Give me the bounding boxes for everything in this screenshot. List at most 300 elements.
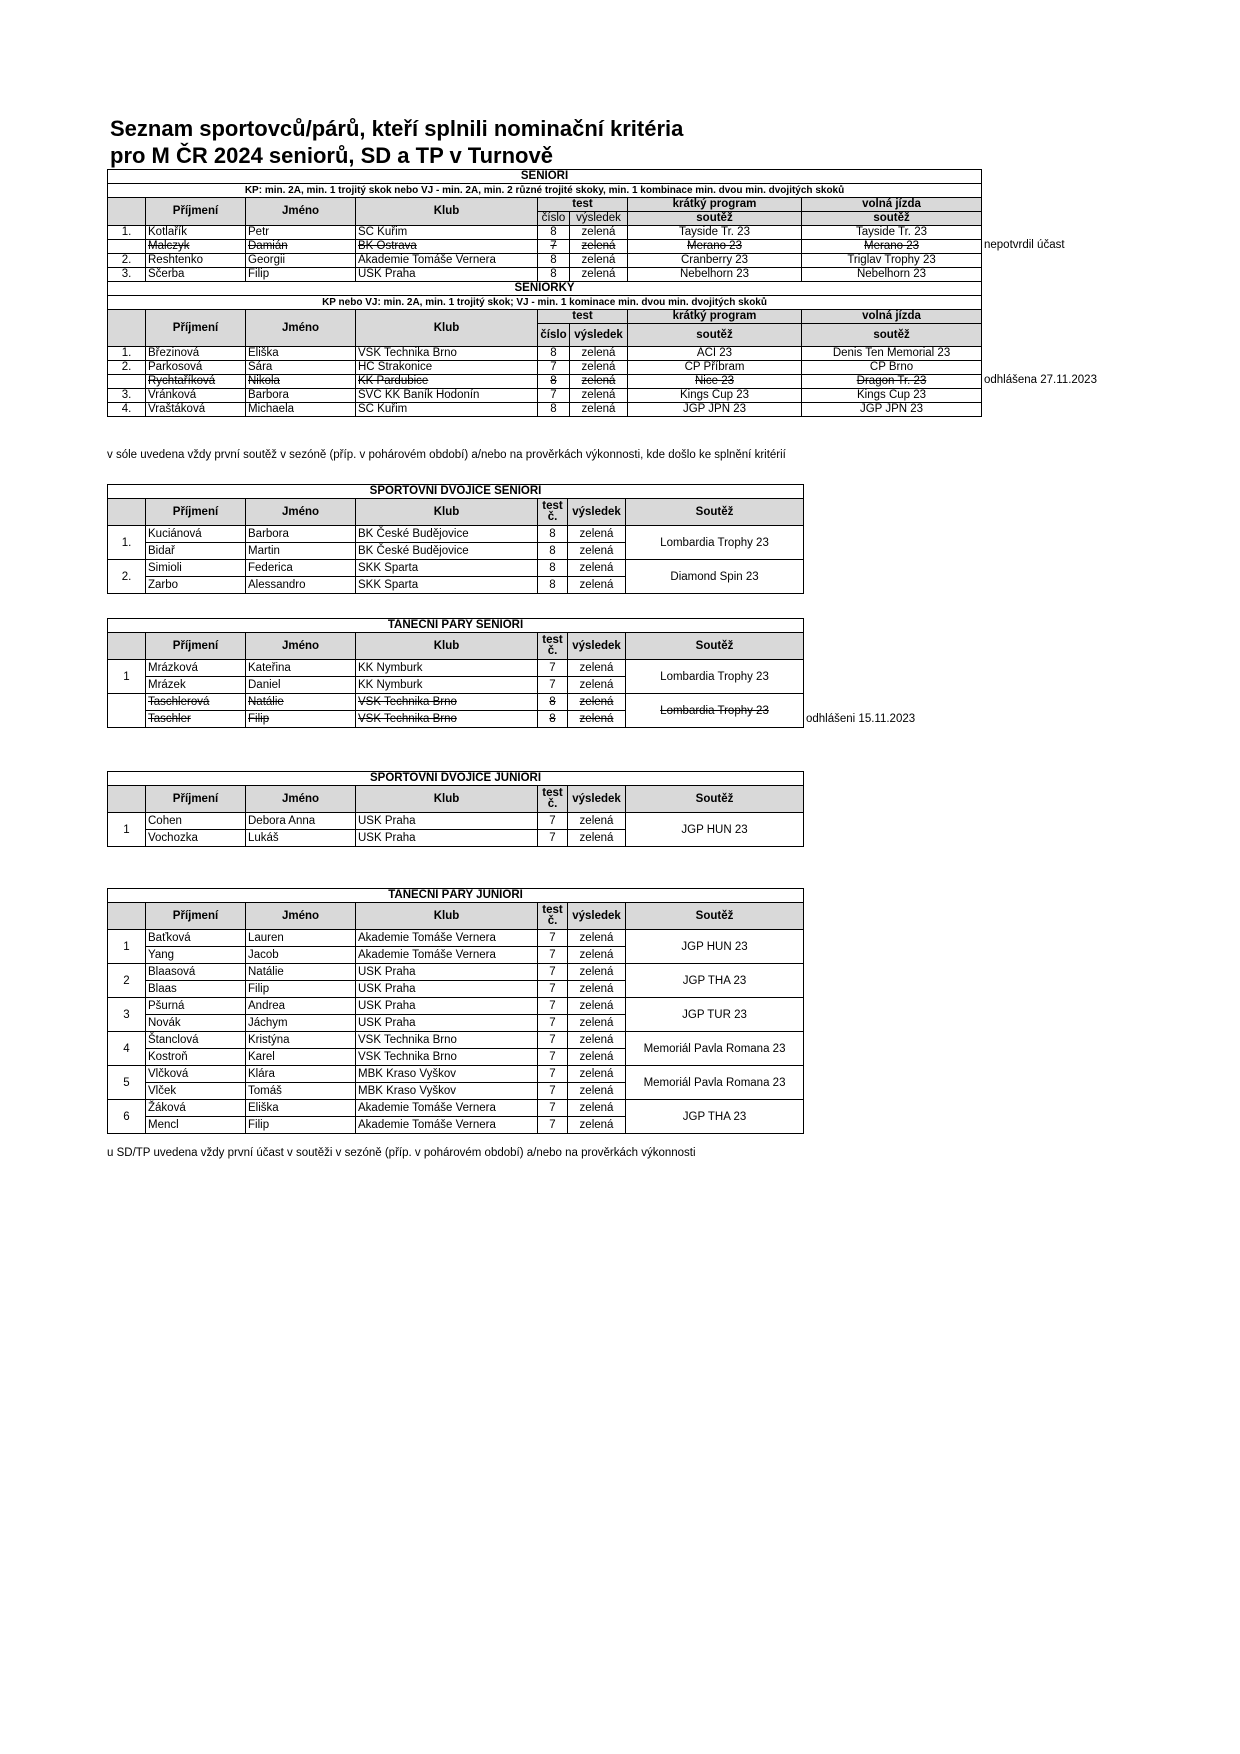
pair-member-row [108, 560, 804, 577]
header-kratky: krátký program [628, 310, 802, 324]
pair-rank: 4 [108, 1032, 146, 1066]
pair-rank: 1. [108, 526, 146, 560]
first-name: Alessandro [246, 577, 356, 594]
header-klub: Klub [356, 499, 538, 526]
header-jmeno: Jméno [246, 310, 356, 347]
club: USK Praha [356, 830, 538, 847]
singles-footnote: v sóle uvedena vždy první soutěž v sezóně (příp. v pohárovém období) a/nebo na prověrkách výkonnosti, kde došlo ke splnění kritérií [107, 449, 786, 461]
free-skate-competition: Tayside Tr. 23 [802, 226, 982, 240]
pair-member-row [108, 998, 804, 1015]
test-number: 8 [538, 694, 568, 711]
first-name: Natálie [246, 964, 356, 981]
first-name: Lukáš [246, 830, 356, 847]
test-result: zelená [568, 981, 626, 998]
surname: Baťková [146, 930, 246, 947]
first-name: Federica [246, 560, 356, 577]
test-number: 7 [538, 389, 570, 403]
test-number: 7 [538, 1066, 568, 1083]
surname: Vochozka [146, 830, 246, 847]
pair-member-row [108, 1100, 804, 1117]
club: SKK Sparta [356, 577, 538, 594]
club: Akademie Tomáše Vernera [356, 930, 538, 947]
singles-row [108, 268, 982, 282]
seniori-criteria-row [108, 184, 982, 198]
pair-rank: 2. [108, 560, 146, 594]
row-side-note: odhlášena 27.11.2023 [984, 374, 1097, 386]
test-number: 7 [538, 813, 568, 830]
rank: 2. [108, 361, 146, 375]
club: Akademie Tomáše Vernera [356, 1117, 538, 1134]
pair-competition: Lombardia Trophy 23 [626, 660, 804, 694]
first-name: Kristýna [246, 1032, 356, 1049]
header-soutez-2: soutěž [628, 212, 802, 226]
dance-seniors-table [107, 618, 804, 728]
dance_jun-title-row [108, 889, 804, 903]
test-number: 8 [538, 711, 568, 728]
header-empty [108, 198, 146, 226]
rank: 1. [108, 347, 146, 361]
free-skate-competition: Denis Ten Memorial 23 [802, 347, 982, 361]
surname: Kotlařík [146, 226, 246, 240]
first-name: Sára [246, 361, 356, 375]
test-result: zelená [570, 240, 628, 254]
short-program-competition: ACI 23 [628, 347, 802, 361]
header-cislo-0: číslo [538, 212, 570, 226]
test-result: zelená [570, 403, 628, 417]
test-result: zelená [570, 375, 628, 389]
header-soutez: Soutěž [626, 499, 804, 526]
test-result: zelená [570, 254, 628, 268]
surname: Mrázková [146, 660, 246, 677]
pairs_jun-header-row [108, 786, 804, 813]
seniorky-title: SENIORKY [108, 282, 982, 296]
surname: Taschler [146, 711, 246, 728]
test-result: zelená [568, 1015, 626, 1032]
header-test: test [542, 500, 563, 512]
test-result: zelená [570, 226, 628, 240]
test-number: 8 [538, 268, 570, 282]
pair-rank: 3 [108, 998, 146, 1032]
first-name: Jacob [246, 947, 356, 964]
pair-member-row [108, 1066, 804, 1083]
club: VSK Technika Brno [356, 1049, 538, 1066]
test-number: 7 [538, 1117, 568, 1134]
club: BK Ostrava [356, 240, 538, 254]
pair-rank: 6 [108, 1100, 146, 1134]
club: SC Kuřim [356, 403, 538, 417]
header-klub: Klub [356, 903, 538, 930]
surname: Novák [146, 1015, 246, 1032]
header-klub: Klub [356, 633, 538, 660]
free-skate-competition: Kings Cup 23 [802, 389, 982, 403]
test-result: zelená [568, 1117, 626, 1134]
dance_jun-header-row [108, 903, 804, 930]
header-test-c [538, 633, 568, 660]
first-name: Filip [246, 711, 356, 728]
header-jmeno: Jméno [246, 786, 356, 813]
first-name: Filip [246, 1117, 356, 1134]
short-program-competition: Cranberry 23 [628, 254, 802, 268]
header-jmeno: Jméno [246, 903, 356, 930]
test-result: zelená [568, 947, 626, 964]
test-number: 8 [538, 543, 568, 560]
short-program-competition: JGP JPN 23 [628, 403, 802, 417]
seniorky-header-row-1 [108, 310, 982, 324]
free-skate-competition: ČP Brno [802, 361, 982, 375]
surname: Mrázek [146, 677, 246, 694]
test-number: 8 [538, 526, 568, 543]
header-vysledek-1: výsledek [570, 324, 628, 347]
test-number: 7 [538, 361, 570, 375]
pairs_sen-title-row [108, 485, 804, 499]
club: SVČ KK Baník Hodonín [356, 389, 538, 403]
test-number: 7 [538, 947, 568, 964]
singles-row [108, 254, 982, 268]
surname: Ščerba [146, 268, 246, 282]
header-test-c-label: č. [547, 915, 558, 927]
test-number: 7 [538, 1049, 568, 1066]
surname: Taschlerová [146, 694, 246, 711]
pair-competition: JGP HUN 23 [626, 813, 804, 847]
first-name: Eliška [246, 347, 356, 361]
test-number: 7 [538, 1083, 568, 1100]
singles-table [107, 169, 982, 417]
header-test-c-label: č. [547, 798, 558, 810]
header-volna: volná jízda [802, 310, 982, 324]
singles-row [108, 361, 982, 375]
seniorky-title-row [108, 282, 982, 296]
first-name: Nikola [246, 375, 356, 389]
singles-row [108, 403, 982, 417]
club: KK Pardubice [356, 375, 538, 389]
pair-member-row [108, 1032, 804, 1049]
header-vysledek: výsledek [568, 633, 626, 660]
test-result: zelená [568, 711, 626, 728]
test-number: 8 [538, 375, 570, 389]
first-name: Andrea [246, 998, 356, 1015]
header-test-c-label: č. [547, 645, 558, 657]
test-result: zelená [570, 268, 628, 282]
first-name: Georgii [246, 254, 356, 268]
test-number: 8 [538, 577, 568, 594]
pair-member-row [108, 694, 804, 711]
test-number: 7 [538, 964, 568, 981]
pair-rank: 1 [108, 813, 146, 847]
first-name: Filip [246, 268, 356, 282]
first-name: Karel [246, 1049, 356, 1066]
singles-row [108, 240, 982, 254]
test-result: zelená [568, 677, 626, 694]
first-name: Lauren [246, 930, 356, 947]
header-test-c [538, 499, 568, 526]
short-program-competition: Merano 23 [628, 240, 802, 254]
first-name: Damián [246, 240, 356, 254]
singles-row [108, 226, 982, 240]
first-name: Debora Anna [246, 813, 356, 830]
club: MBK Kraso Vyškov [356, 1066, 538, 1083]
surname: Štanclová [146, 1032, 246, 1049]
header-empty [108, 633, 146, 660]
test-result: zelená [570, 347, 628, 361]
header-empty [108, 786, 146, 813]
pairs-footnote: u SD/TP uvedena vždy první účast v soutěži v sezóně (příp. v pohárovém období) a/nebo na prověrkách výkonnosti [107, 1147, 696, 1159]
dance_sen-title-row [108, 619, 804, 633]
surname: Reshtenko [146, 254, 246, 268]
header-jmeno: Jméno [246, 499, 356, 526]
club: VSK Technika Brno [356, 711, 538, 728]
header-soutez: Soutěž [626, 786, 804, 813]
club: USK Praha [356, 813, 538, 830]
test-result: zelená [568, 813, 626, 830]
header-soutez-3: soutěž [802, 324, 982, 347]
rank: 3. [108, 389, 146, 403]
surname: Kuciánová [146, 526, 246, 543]
header-test: test [538, 310, 628, 324]
first-name: Natálie [246, 694, 356, 711]
surname: Vlček [146, 1083, 246, 1100]
header-test: test [538, 198, 628, 212]
pairs_sen-title: SPORTOVNÍ DVOJICE SENIOŘI [108, 485, 804, 499]
seniori-header-row-1 [108, 198, 982, 212]
club: USK Praha [356, 998, 538, 1015]
pairs_jun-title-row [108, 772, 804, 786]
test-result: zelená [568, 1066, 626, 1083]
header-klub: Klub [356, 198, 538, 226]
page-title [110, 115, 683, 169]
pair-competition: Diamond Spin 23 [626, 560, 804, 594]
pair-member-row [108, 526, 804, 543]
header-prijmeni: Příjmení [146, 786, 246, 813]
free-skate-competition: Nebelhorn 23 [802, 268, 982, 282]
pair-member-row [108, 660, 804, 677]
club: VSK Technika Brno [356, 347, 538, 361]
surname: Blaasová [146, 964, 246, 981]
rank: 1. [108, 226, 146, 240]
first-name: Martin [246, 543, 356, 560]
test-result: zelená [568, 694, 626, 711]
header-test-c [538, 786, 568, 813]
test-number: 8 [538, 254, 570, 268]
club: VSK Technika Brno [356, 1032, 538, 1049]
club: KK Nymburk [356, 660, 538, 677]
first-name: Daniel [246, 677, 356, 694]
first-name: Petr [246, 226, 356, 240]
header-test: test [542, 904, 563, 916]
header-vysledek-1: výsledek [570, 212, 628, 226]
first-name: Klára [246, 1066, 356, 1083]
short-program-competition: ČP Příbram [628, 361, 802, 375]
surname: Kostroň [146, 1049, 246, 1066]
header-soutez-3: soutěž [802, 212, 982, 226]
test-result: zelená [568, 830, 626, 847]
header-soutez-2: soutěž [628, 324, 802, 347]
club: HC Strakonice [356, 361, 538, 375]
header-prijmeni: Příjmení [146, 499, 246, 526]
surname: Vránková [146, 389, 246, 403]
club: VSK Technika Brno [356, 694, 538, 711]
free-skate-competition: JGP JPN 23 [802, 403, 982, 417]
header-kratky: krátký program [628, 198, 802, 212]
seniori-title-row [108, 170, 982, 184]
test-number: 7 [538, 998, 568, 1015]
test-result: zelená [568, 577, 626, 594]
seniori-criteria: KP: min. 2A, min. 1 trojitý skok nebo VJ - min. 2A, min. 2 různé trojité skoky, min. 1 kombinace min. dvou min. dvojitých skoků [108, 184, 982, 198]
surname: Blaas [146, 981, 246, 998]
free-skate-competition: Dragon Tr. 23 [802, 375, 982, 389]
club: BK České Budějovice [356, 543, 538, 560]
first-name: Michaela [246, 403, 356, 417]
test-result: zelená [568, 1032, 626, 1049]
surname: Vlčková [146, 1066, 246, 1083]
header-soutez: Soutěž [626, 633, 804, 660]
free-skate-competition: Merano 23 [802, 240, 982, 254]
surname: Žáková [146, 1100, 246, 1117]
header-prijmeni: Příjmení [146, 310, 246, 347]
test-result: zelená [568, 560, 626, 577]
test-result: zelená [568, 964, 626, 981]
pair-rank: 2 [108, 964, 146, 998]
club: Akademie Tomáše Vernera [356, 947, 538, 964]
club: BK České Budějovice [356, 526, 538, 543]
first-name: Kateřina [246, 660, 356, 677]
header-test: test [542, 634, 563, 646]
test-number: 7 [538, 677, 568, 694]
dance_sen-title: TANEČNÍ PÁRY SENIOŘI [108, 619, 804, 633]
singles-row [108, 375, 982, 389]
test-number: 7 [538, 930, 568, 947]
first-name: Filip [246, 981, 356, 998]
pair-competition: JGP HUN 23 [626, 930, 804, 964]
test-result: zelená [568, 1083, 626, 1100]
singles-row [108, 347, 982, 361]
header-prijmeni: Příjmení [146, 633, 246, 660]
header-empty [108, 310, 146, 347]
rank: 3. [108, 268, 146, 282]
club: USK Praha [356, 1015, 538, 1032]
test-result: zelená [568, 543, 626, 560]
surname: Rychtaříková [146, 375, 246, 389]
pair-competition: JGP THA 23 [626, 1100, 804, 1134]
pair-member-row [108, 930, 804, 947]
test-number: 7 [538, 1100, 568, 1117]
test-result: zelená [568, 660, 626, 677]
free-skate-competition: Triglav Trophy 23 [802, 254, 982, 268]
club: USK Praha [356, 964, 538, 981]
club: KK Nymburk [356, 677, 538, 694]
pair-member-row [108, 964, 804, 981]
header-vysledek: výsledek [568, 903, 626, 930]
pair-rank: 5 [108, 1066, 146, 1100]
singles-row [108, 389, 982, 403]
title-line-2: pro M ČR 2024 seniorů, SD a TP v Turnově [110, 143, 553, 168]
header-test-c [538, 903, 568, 930]
pair-side-note: odhlášeni 15.11.2023 [806, 713, 916, 725]
club: MBK Kraso Vyškov [356, 1083, 538, 1100]
test-number: 8 [538, 347, 570, 361]
title-line-1: Seznam sportovců/párů, kteří splnili nominační kritéria [110, 116, 684, 141]
row-side-note: nepotvrdil účast [984, 239, 1065, 251]
header-test-c-label: č. [547, 511, 558, 523]
test-number: 7 [538, 830, 568, 847]
surname: Vraštáková [146, 403, 246, 417]
pair-competition: JGP TUR 23 [626, 998, 804, 1032]
surname: Cohen [146, 813, 246, 830]
test-number: 8 [538, 560, 568, 577]
surname: Yang [146, 947, 246, 964]
rank: 2. [108, 254, 146, 268]
pair-competition: JGP THA 23 [626, 964, 804, 998]
test-number: 7 [538, 1015, 568, 1032]
pairs_jun-title: SPORTOVNÍ DVOJICE JUNIOŘI [108, 772, 804, 786]
short-program-competition: Nice 23 [628, 375, 802, 389]
test-number: 8 [538, 226, 570, 240]
short-program-competition: Kings Cup 23 [628, 389, 802, 403]
club: SC Kuřim [356, 226, 538, 240]
pairs-seniors-table [107, 484, 804, 594]
header-test: test [542, 787, 563, 799]
header-vysledek: výsledek [568, 786, 626, 813]
header-klub: Klub [356, 786, 538, 813]
pair-competition: Memoriál Pavla Romana 23 [626, 1032, 804, 1066]
test-number: 7 [538, 660, 568, 677]
test-result: zelená [570, 361, 628, 375]
surname: Mencl [146, 1117, 246, 1134]
surname: Zarbo [146, 577, 246, 594]
rank: 4. [108, 403, 146, 417]
seniori-title: SENIOŘI [108, 170, 982, 184]
surname: Pšurná [146, 998, 246, 1015]
header-prijmeni: Příjmení [146, 903, 246, 930]
test-result: zelená [568, 998, 626, 1015]
pair-rank [108, 694, 146, 728]
test-number: 7 [538, 981, 568, 998]
first-name: Barbora [246, 526, 356, 543]
surname: Bidař [146, 543, 246, 560]
first-name: Eliška [246, 1100, 356, 1117]
club: SKK Sparta [356, 560, 538, 577]
test-result: zelená [568, 930, 626, 947]
test-number: 8 [538, 403, 570, 417]
club: USK Praha [356, 268, 538, 282]
short-program-competition: Nebelhorn 23 [628, 268, 802, 282]
surname: Simioli [146, 560, 246, 577]
short-program-competition: Tayside Tr. 23 [628, 226, 802, 240]
first-name: Jáchym [246, 1015, 356, 1032]
surname: Malczyk [146, 240, 246, 254]
header-vysledek: výsledek [568, 499, 626, 526]
surname: Březinová [146, 347, 246, 361]
seniorky-criteria-row [108, 296, 982, 310]
dance_sen-header-row [108, 633, 804, 660]
club: Akademie Tomáše Vernera [356, 1100, 538, 1117]
pair-rank: 1 [108, 660, 146, 694]
dance_jun-title: TANEČNÍ PÁRY JUNIOŘI [108, 889, 804, 903]
header-empty [108, 903, 146, 930]
header-jmeno: Jméno [246, 633, 356, 660]
club: USK Praha [356, 981, 538, 998]
test-result: zelená [568, 1100, 626, 1117]
pair-competition: Lombardia Trophy 23 [626, 526, 804, 560]
test-result: zelená [568, 1049, 626, 1066]
pair-competition: Lombardia Trophy 23 [626, 694, 804, 728]
pair-competition: Memoriál Pavla Romana 23 [626, 1066, 804, 1100]
rank [108, 375, 146, 389]
club: Akademie Tomáše Vernera [356, 254, 538, 268]
rank [108, 240, 146, 254]
header-prijmeni: Příjmení [146, 198, 246, 226]
header-cislo-0: číslo [538, 324, 570, 347]
first-name: Barbora [246, 389, 356, 403]
